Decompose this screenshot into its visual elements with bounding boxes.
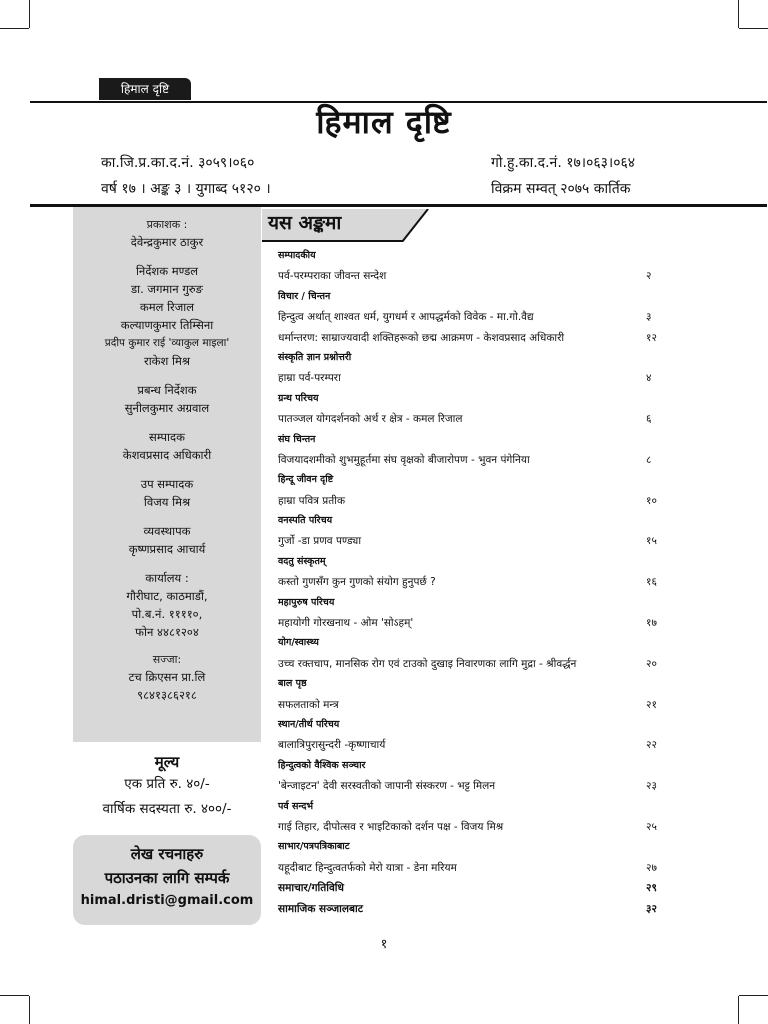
toc-entry-title: गुर्जो -डा प्रणव पण्ड्या — [278, 535, 362, 548]
running-header-tab: हिमाल दृष्टि — [99, 78, 191, 100]
toc-entry-page: १५ — [646, 535, 657, 548]
crop-mark — [0, 995, 29, 996]
publisher-name: देवेन्द्रकुमार ठाकुर — [130, 235, 204, 249]
design-phone: ९८४१३८६२१८ — [137, 688, 197, 702]
issue-date: विक्रम सम्वत् २०७५ कार्तिक — [491, 181, 631, 197]
design-label: सज्जा: — [152, 653, 182, 666]
toc-section-title: वनस्पति परिचय — [278, 515, 333, 527]
toc-section-title: विचार / चिन्तन — [278, 290, 331, 302]
toc-entry-title: पातञ्जल योगदर्शनको अर्थ र क्षेत्र - कमल रिजाल — [278, 413, 463, 426]
toc-entry-title: यहूदीबाट हिन्दुत्वतर्फको मेरो यात्रा - डेना मरियम — [278, 861, 457, 874]
office-address: गौरीघाट, काठमाडौं, — [126, 589, 208, 603]
registration-right-1: गो.हु.का.द.नं. १७।०६३।०६४ — [491, 155, 636, 171]
toc-entry[interactable] — [278, 491, 668, 511]
toc-entry-title: धर्मान्तरण: साम्राज्यवादी शक्तिहरूको छद्म आक्रमण - केशवप्रसाद अधिकारी — [278, 331, 565, 344]
toc-section-label — [278, 552, 668, 572]
toc-section-title: सम्पादकीय — [278, 250, 316, 261]
toc-section-label — [278, 593, 668, 613]
crop-mark — [739, 28, 768, 29]
toc-entry[interactable] — [278, 735, 668, 755]
toc-section-title: वदतु संस्कृतम् — [278, 555, 326, 567]
toc-entry[interactable] — [278, 776, 668, 796]
managing-director-name: सुनीलकुमार अग्रवाल — [124, 401, 210, 415]
editor-label: सम्पादक — [149, 430, 185, 444]
toc-entry-title: बालात्रिपुरासुन्दरी -कृष्णाचार्य — [278, 739, 386, 752]
crop-mark — [29, 0, 30, 28]
administrator-block — [73, 522, 261, 558]
masthead-sidebar — [73, 207, 261, 742]
toc-entry-page: ३ — [646, 311, 652, 324]
board-member: कमल रिजाल — [139, 300, 195, 314]
toc-entry[interactable] — [278, 409, 668, 429]
crop-mark — [29, 996, 30, 1024]
toc-entry-page: २७ — [646, 861, 657, 874]
magazine-title: हिमाल दृष्टि — [316, 103, 452, 141]
toc-section-label — [278, 756, 668, 776]
toc-section-label — [278, 674, 668, 694]
toc-entry[interactable] — [278, 450, 668, 470]
toc-section-title: हिन्दू जीवन दृष्टि — [278, 474, 334, 486]
sub-editor-block — [73, 475, 261, 511]
toc-section-title: संघ चिन्तन — [278, 433, 316, 445]
toc-section-label — [278, 287, 668, 307]
toc-entry-title: समाचार/गतिविधि — [278, 882, 344, 895]
toc-entry-title: 'बेन्जाइटन' देवी सरस्वतीको जापानी संस्करण - भट्ट मिलन — [278, 780, 496, 793]
contact-line-1: लेख रचनाहरु — [130, 845, 204, 863]
board-block — [73, 262, 261, 370]
toc-entry[interactable] — [278, 878, 668, 898]
toc-heading: यस अङ्कमा — [268, 212, 342, 234]
toc-entry-title: हाम्रा पवित्र प्रतीक — [278, 494, 346, 507]
toc-section-title: महापुरुष परिचय — [278, 596, 335, 608]
toc-section-label — [278, 633, 668, 653]
toc-entry-title: हिन्दुत्व अर्थात् शाश्वत धर्म, युगधर्म र आपद्धर्मको विवेक - मा.गो.वैद्य — [278, 311, 534, 324]
toc-entry[interactable] — [278, 572, 668, 592]
crop-mark — [738, 0, 739, 28]
toc-entry-page: ३२ — [646, 902, 657, 915]
design-company: टच क्रिएसन प्रा.लि — [128, 670, 206, 684]
toc-entry[interactable] — [278, 654, 668, 674]
toc-section-label — [278, 430, 668, 450]
toc-entry-title: हाम्रा पर्व-परम्परा — [278, 372, 341, 385]
toc-entry[interactable] — [278, 307, 668, 327]
toc-section-title: साभार/पत्रपत्रिकाबाट — [278, 841, 350, 853]
contact-line-2: पठाउनका लागि सम्पर्क — [104, 869, 230, 887]
toc-entry[interactable] — [278, 817, 668, 837]
managing-director-label: प्रबन्ध निर्देशक — [137, 383, 197, 397]
toc-section-title: पर्व सन्दर्भ — [278, 800, 314, 812]
board-member: कल्याणकुमार तिम्सिना — [120, 318, 214, 332]
office-label: कार्यालय : — [145, 571, 189, 585]
toc-entry-title: सामाजिक सञ्जालबाट — [278, 902, 364, 915]
toc-entry-page: २० — [646, 657, 657, 670]
single-copy-price: एक प्रति रु. ४०/- — [124, 776, 210, 792]
toc-section-label — [278, 348, 668, 368]
toc-entry-title: कस्तो गुणसँग कुन गुणको संयोग हुनुपर्छ ? — [278, 576, 436, 589]
toc-entry-page: २२ — [646, 739, 657, 752]
toc-entry[interactable] — [278, 695, 668, 715]
toc-section-label — [278, 715, 668, 735]
design-block — [73, 652, 261, 704]
contact-email[interactable]: himal.dristi@gmail.com — [80, 893, 254, 908]
board-member: राकेश मिश्र — [144, 354, 190, 368]
table-of-contents — [278, 246, 668, 919]
toc-section-label — [278, 246, 668, 266]
toc-entry[interactable] — [278, 368, 668, 388]
crop-mark — [739, 995, 768, 996]
toc-section-label — [278, 837, 668, 857]
managing-director-block — [73, 381, 261, 417]
toc-entry[interactable] — [278, 899, 668, 919]
toc-entry-page: २१ — [646, 698, 657, 711]
page-number: १ — [380, 937, 388, 952]
editor-block — [73, 428, 261, 464]
toc-section-label — [278, 511, 668, 531]
toc-entry-title: विजयादशमीको शुभमुहूर्तमा संघ वृक्षको बीजारोपण - भुवन पंगेनिया — [278, 453, 530, 466]
toc-section-title: स्थान/तीर्थ परिचय — [278, 718, 340, 730]
crop-mark — [738, 996, 739, 1024]
toc-entry-page: १० — [646, 494, 657, 507]
toc-entry[interactable] — [278, 328, 668, 348]
toc-entry-title: गाई तिहार, दीपोत्सव र भाइटिकाको दर्शन पक्ष - विजय मिश्र — [278, 820, 504, 833]
toc-entry-page: ८ — [646, 453, 652, 466]
toc-section-label — [278, 797, 668, 817]
toc-entry[interactable] — [278, 858, 668, 878]
toc-entry-page: ६ — [646, 413, 652, 426]
toc-entry-page: २९ — [646, 882, 657, 895]
office-po-box: पो.ब.नं. ११११०, — [131, 607, 203, 621]
sub-editor-name: विजय मिश्र — [143, 495, 191, 509]
toc-section-title: ग्रन्थ परिचय — [278, 392, 319, 404]
toc-section-label — [278, 389, 668, 409]
toc-entry-page: १७ — [646, 617, 657, 630]
toc-entry-page: ४ — [646, 372, 652, 385]
administrator-name: कृष्णप्रसाद आचार्य — [128, 542, 206, 556]
toc-entry-title: उच्च रक्तचाप, मानसिक रोग एवं टाउको दुखाइ निवारणका लागि मुद्रा - श्रीवर्द्धन — [278, 657, 577, 670]
contact-box — [73, 835, 261, 925]
toc-entry-page: १२ — [646, 331, 657, 344]
toc-entry-page: २३ — [646, 780, 657, 793]
administrator-label: व्यवस्थापक — [143, 524, 191, 538]
toc-entry-page: २ — [646, 270, 652, 283]
board-label: निर्देशक मण्डल — [135, 264, 199, 278]
office-phone: फोन ४४८१२०४ — [135, 625, 199, 639]
annual-subscription-price: वार्षिक सदस्यता रु. ४००/- — [102, 801, 232, 817]
toc-heading-banner — [262, 209, 432, 242]
toc-entry[interactable] — [278, 266, 668, 286]
toc-entry-title: सफलताको मन्त्र — [278, 698, 339, 711]
toc-section-title: संस्कृति ज्ञान प्रश्नोत्तरी — [278, 351, 352, 363]
price-title: मूल्य — [154, 753, 180, 771]
toc-entry-title: महायोगी गोरखनाथ - ओम 'सोऽहम्' — [278, 617, 414, 630]
toc-entry-page: २५ — [646, 820, 657, 833]
crop-mark — [0, 28, 29, 29]
board-member: डा. जगमान गुरुङ — [130, 282, 204, 296]
toc-section-title: बाल पृष्ठ — [278, 678, 307, 690]
toc-section-label — [278, 470, 668, 490]
office-block — [73, 569, 261, 641]
publisher-label: प्रकाशक : — [146, 218, 188, 231]
board-member: प्रदीप कुमार राई 'व्याकुल माइला' — [104, 337, 230, 349]
price-block — [73, 752, 261, 822]
sub-editor-label: उप सम्पादक — [140, 477, 194, 491]
toc-entry[interactable] — [278, 531, 668, 551]
issue-info: वर्ष १७ । अङ्क ३ । युगाब्द ५१२० । — [101, 181, 271, 197]
publisher-block — [73, 217, 261, 251]
editor-name: केशवप्रसाद अधिकारी — [122, 448, 212, 462]
toc-entry-title: पर्व-परम्पराका जीवन्त सन्देश — [278, 270, 387, 283]
registration-left-1: का.जि.प्र.का.द.नं. ३०५९।०६० — [101, 155, 255, 171]
toc-section-title: योग/स्वास्थ्य — [278, 637, 319, 649]
toc-entry[interactable] — [278, 613, 668, 633]
toc-entry-page: १६ — [646, 576, 657, 589]
toc-section-title: हिन्दुत्वको वैश्विक सञ्चार — [278, 759, 366, 771]
